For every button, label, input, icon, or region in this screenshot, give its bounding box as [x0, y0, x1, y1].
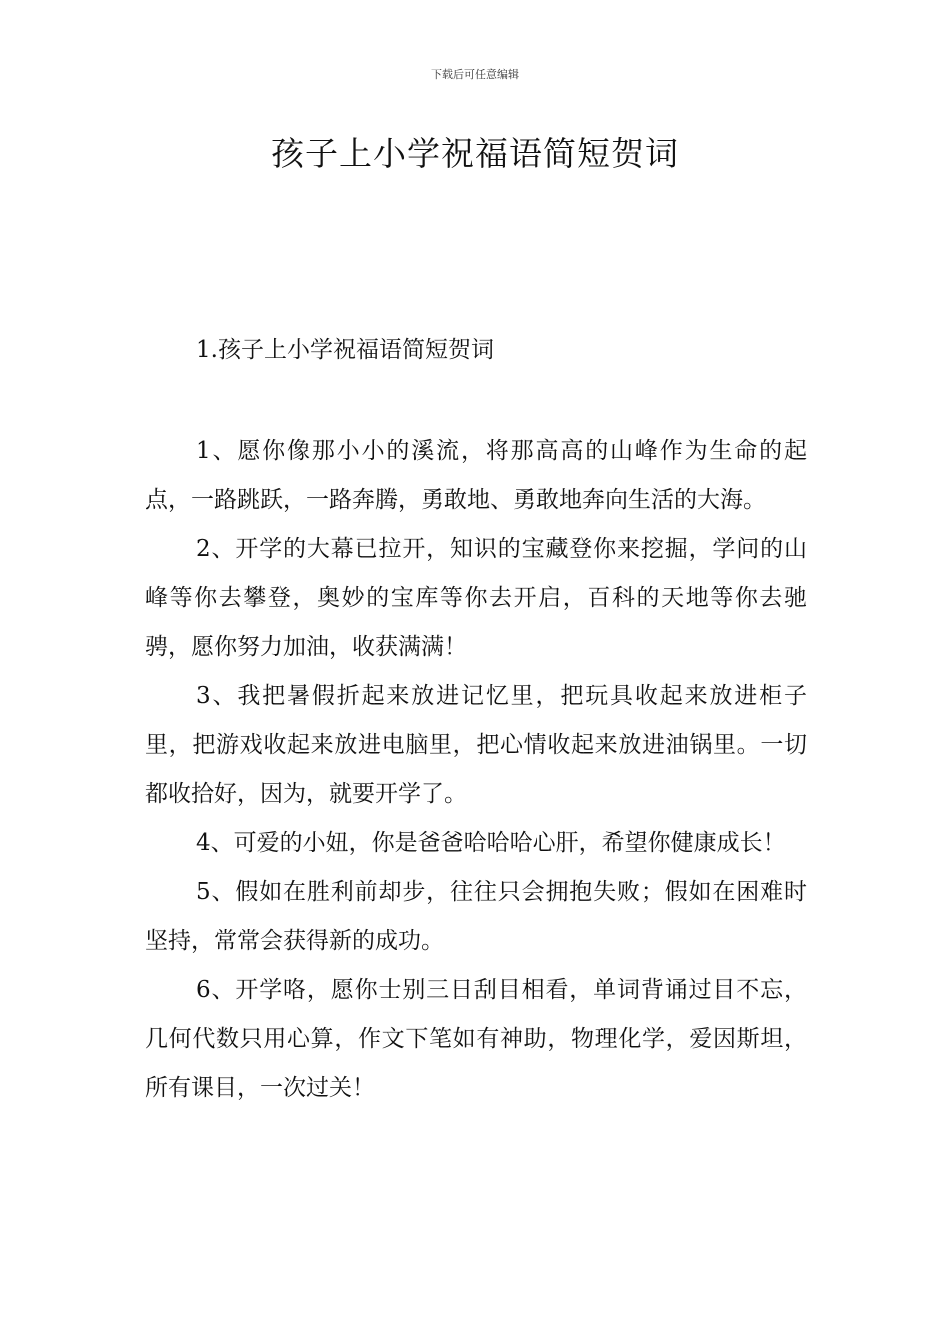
paragraph-6: 6、开学咯，愿你士别三日刮目相看，单词背诵过目不忘，几何代数只用心算，作文下笔如有神助，物理化学，爱因斯坦，所有课目，一次过关！: [145, 977, 807, 1101]
section-heading: 1.孩子上小学祝福语简短贺词: [196, 337, 494, 363]
page-title: 孩子上小学祝福语简短贺词: [271, 134, 679, 173]
header-note: 下载后可任意编辑: [431, 68, 519, 81]
document-body: [145, 427, 807, 1113]
paragraph-2: 2、开学的大幕已拉开，知识的宝藏登你来挖掘，学问的山峰等你去攀登，奥妙的宝库等你去开启，百科的天地等你去驰骋，愿你努力加油，收获满满！: [145, 536, 807, 660]
paragraph-4: 4、可爱的小妞，你是爸爸哈哈哈心肝，希望你健康成长！: [196, 830, 786, 856]
paragraph-3: 3、我把暑假折起来放进记忆里，把玩具收起来放进柜子里，把游戏收起来放进电脑里，把心情收起来放进油锅里。一切都收拾好，因为，就要开学了。: [145, 683, 807, 807]
paragraph-5: 5、假如在胜利前却步，往往只会拥抱失败；假如在困难时坚持，常常会获得新的成功。: [145, 879, 807, 954]
paragraph-1: 1、愿你像那小小的溪流，将那高高的山峰作为生命的起点，一路跳跃，一路奔腾，勇敢地、勇敢地奔向生活的大海。: [145, 438, 807, 513]
